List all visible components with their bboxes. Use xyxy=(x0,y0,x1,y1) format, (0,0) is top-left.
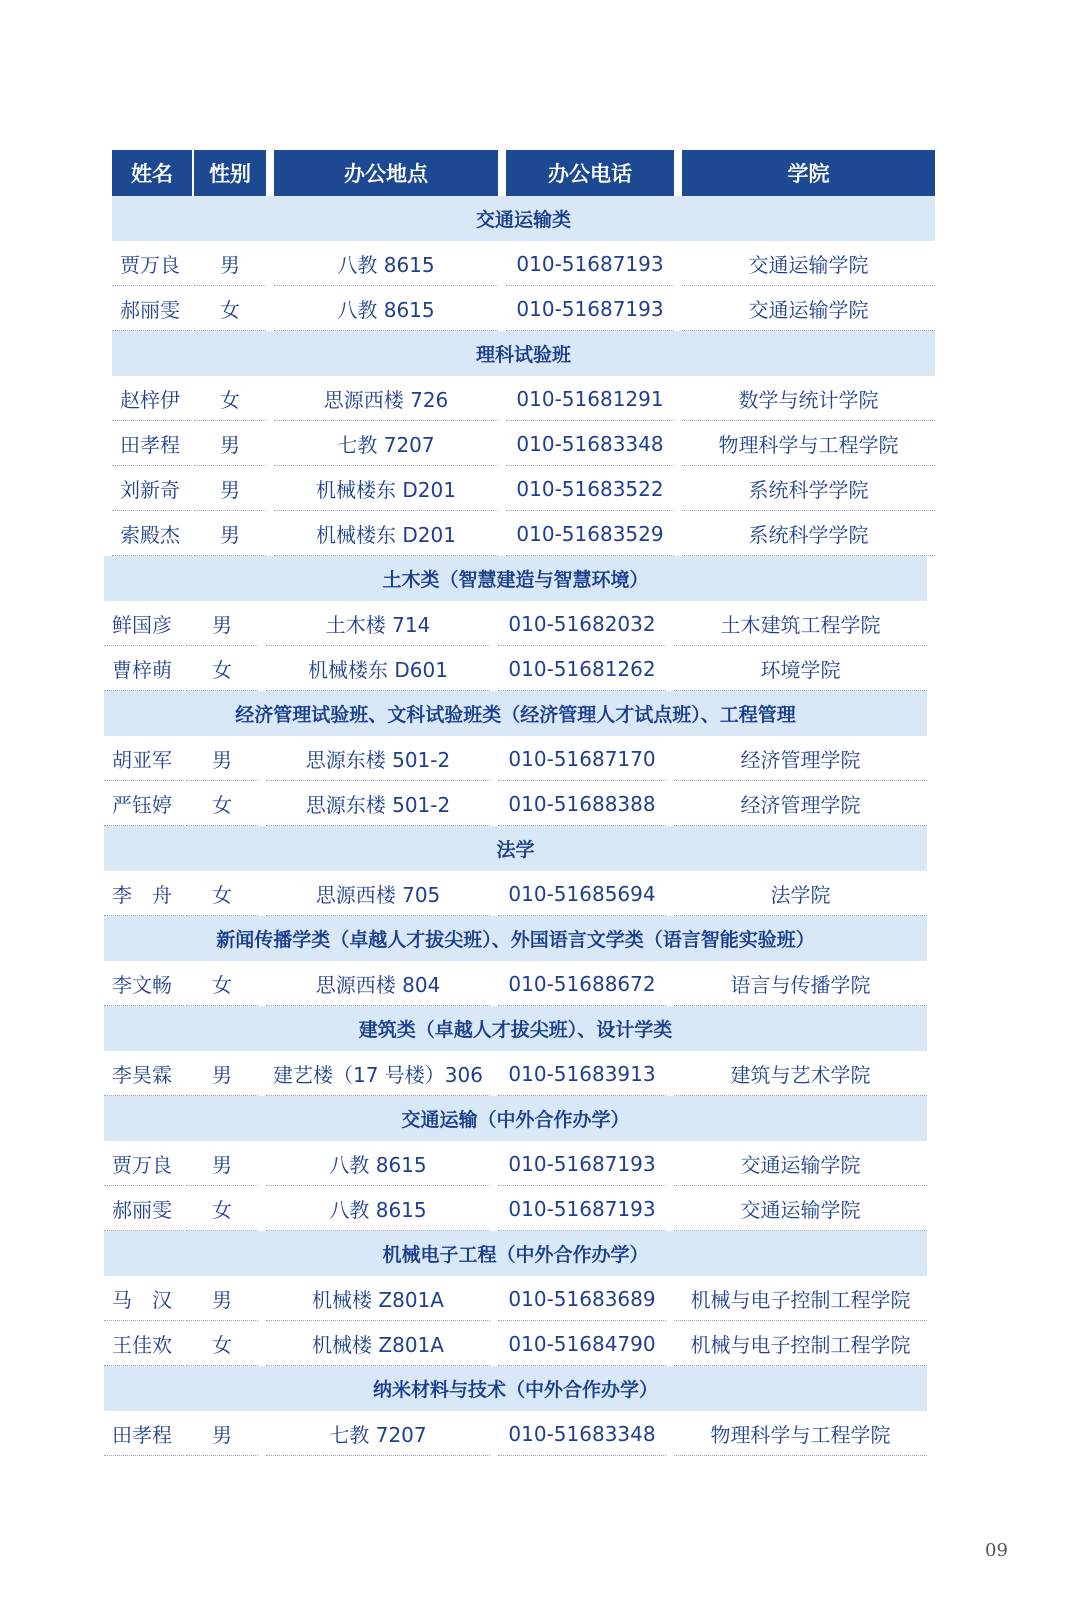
section-title: 理科试验班 xyxy=(112,331,935,376)
phone-cell: 010-51683348 xyxy=(516,431,664,456)
column-header: 性别 xyxy=(194,150,266,196)
name-cell: 索殿杰 xyxy=(120,523,180,547)
gender-cell: 男 xyxy=(220,433,240,457)
phone-cell: 010-51687193 xyxy=(508,1151,656,1176)
section-title: 机械电子工程（中外合作办学） xyxy=(104,1231,927,1276)
column-header: 办公电话 xyxy=(506,150,674,196)
office-cell: 八教 8615 xyxy=(329,1153,427,1177)
office-cell: 思源东楼 501-2 xyxy=(305,793,451,817)
gender-cell: 女 xyxy=(212,658,232,682)
column-header: 学院 xyxy=(682,150,935,196)
table-header xyxy=(0,150,1080,195)
gender-cell: 女 xyxy=(220,298,240,322)
table-row xyxy=(0,1321,1080,1366)
gender-cell: 女 xyxy=(212,793,232,817)
school-cell: 物理科学与工程学院 xyxy=(710,1423,891,1447)
name-cell: 马 汉 xyxy=(112,1288,172,1312)
table-row xyxy=(0,871,1080,916)
table-row xyxy=(0,1051,1080,1096)
office-cell: 八教 8615 xyxy=(337,253,435,277)
school-cell: 交通运输学院 xyxy=(748,253,869,277)
gender-cell: 女 xyxy=(212,883,232,907)
name-cell: 王佳欢 xyxy=(112,1333,172,1357)
office-cell: 思源东楼 501-2 xyxy=(305,748,451,772)
school-cell: 环境学院 xyxy=(760,658,841,682)
name-cell: 郝丽雯 xyxy=(112,1198,172,1222)
school-cell: 交通运输学院 xyxy=(748,298,869,322)
office-cell: 机械楼 Z801A xyxy=(312,1333,444,1357)
office-cell: 土木楼 714 xyxy=(325,613,431,637)
school-cell: 交通运输学院 xyxy=(740,1153,861,1177)
gender-cell: 男 xyxy=(212,1423,232,1447)
section-title: 建筑类（卓越人才拔尖班）、设计学类 xyxy=(104,1006,927,1051)
office-cell: 思源西楼 804 xyxy=(315,973,441,997)
school-cell: 经济管理学院 xyxy=(740,793,861,817)
name-cell: 田孝程 xyxy=(112,1423,172,1447)
section-title: 交通运输类 xyxy=(112,196,935,241)
gender-cell: 男 xyxy=(212,748,232,772)
section-title: 法学 xyxy=(104,826,927,871)
name-cell: 胡亚军 xyxy=(112,748,172,772)
table-row xyxy=(0,241,1080,286)
gender-cell: 男 xyxy=(220,523,240,547)
office-cell: 机械楼东 D201 xyxy=(316,523,456,547)
phone-cell: 010-51682032 xyxy=(508,611,656,636)
name-cell: 刘新奇 xyxy=(120,478,180,502)
school-cell: 数学与统计学院 xyxy=(738,388,879,412)
gender-cell: 男 xyxy=(220,478,240,502)
phone-cell: 010-51683529 xyxy=(516,521,664,546)
row-divider xyxy=(498,1455,666,1456)
phone-cell: 010-51688672 xyxy=(508,971,656,996)
phone-cell: 010-51688388 xyxy=(508,791,656,816)
phone-cell: 010-51687170 xyxy=(508,746,656,771)
office-cell: 机械楼东 D601 xyxy=(308,658,448,682)
section-title: 交通运输（中外合作办学） xyxy=(104,1096,927,1141)
school-cell: 系统科学学院 xyxy=(748,478,869,502)
office-cell: 七教 7207 xyxy=(337,433,435,457)
name-cell: 曹梓萌 xyxy=(112,658,172,682)
gender-cell: 女 xyxy=(212,1198,232,1222)
table-row xyxy=(0,466,1080,511)
school-cell: 建筑与艺术学院 xyxy=(730,1063,871,1087)
phone-cell: 010-51687193 xyxy=(516,251,664,276)
school-cell: 系统科学学院 xyxy=(748,523,869,547)
table-row xyxy=(0,286,1080,331)
table-row xyxy=(0,961,1080,1006)
school-cell: 法学院 xyxy=(770,883,831,907)
school-cell: 语言与传播学院 xyxy=(730,973,871,997)
school-cell: 土木建筑工程学院 xyxy=(720,613,881,637)
school-cell: 机械与电子控制工程学院 xyxy=(690,1288,911,1312)
office-cell: 八教 8615 xyxy=(337,298,435,322)
section-title: 纳米材料与技术（中外合作办学） xyxy=(104,1366,927,1411)
office-cell: 思源西楼 726 xyxy=(323,388,449,412)
gender-cell: 女 xyxy=(220,388,240,412)
phone-cell: 010-51687193 xyxy=(516,296,664,321)
row-divider xyxy=(674,1455,927,1456)
phone-cell: 010-51681262 xyxy=(508,656,656,681)
table-row xyxy=(0,511,1080,556)
phone-cell: 010-51683689 xyxy=(508,1286,656,1311)
name-cell: 李文畅 xyxy=(112,973,172,997)
school-cell: 机械与电子控制工程学院 xyxy=(690,1333,911,1357)
column-header: 姓名 xyxy=(112,150,192,196)
name-cell: 鲜国彦 xyxy=(112,613,172,637)
name-cell: 赵梓伊 xyxy=(120,388,180,412)
phone-cell: 010-51683348 xyxy=(508,1421,656,1446)
gender-cell: 男 xyxy=(212,1063,232,1087)
page-number: 09 xyxy=(985,1540,1008,1561)
phone-cell: 010-51684790 xyxy=(508,1331,656,1356)
table-row xyxy=(0,421,1080,466)
gender-cell: 男 xyxy=(220,253,240,277)
gender-cell: 女 xyxy=(212,973,232,997)
table-row xyxy=(0,1276,1080,1321)
phone-cell: 010-51683522 xyxy=(516,476,664,501)
table-row xyxy=(0,376,1080,421)
row-divider xyxy=(186,1455,258,1456)
table-row xyxy=(0,1186,1080,1231)
name-cell: 严钰婷 xyxy=(112,793,172,817)
table-row xyxy=(0,1141,1080,1186)
gender-cell: 男 xyxy=(212,1288,232,1312)
phone-cell: 010-51683913 xyxy=(508,1061,656,1086)
office-cell: 思源西楼 705 xyxy=(315,883,441,907)
school-cell: 交通运输学院 xyxy=(740,1198,861,1222)
table-row xyxy=(0,1411,1080,1456)
office-cell: 机械楼 Z801A xyxy=(312,1288,444,1312)
school-cell: 物理科学与工程学院 xyxy=(718,433,899,457)
table-row xyxy=(0,646,1080,691)
gender-cell: 女 xyxy=(212,1333,232,1357)
office-cell: 机械楼东 D201 xyxy=(316,478,456,502)
section-title: 经济管理试验班、文科试验班类（经济管理人才试点班）、工程管理 xyxy=(104,691,927,736)
office-cell: 七教 7207 xyxy=(329,1423,427,1447)
section-title: 土木类（智慧建造与智慧环境） xyxy=(104,556,927,601)
row-divider xyxy=(104,1455,184,1456)
gender-cell: 男 xyxy=(212,613,232,637)
name-cell: 李昊霖 xyxy=(112,1063,172,1087)
phone-cell: 010-51687193 xyxy=(508,1196,656,1221)
table-row xyxy=(0,601,1080,646)
office-cell: 八教 8615 xyxy=(329,1198,427,1222)
name-cell: 贾万良 xyxy=(120,253,180,277)
table-row xyxy=(0,736,1080,781)
office-cell: 建艺楼（17 号楼）306 xyxy=(273,1063,483,1087)
name-cell: 田孝程 xyxy=(120,433,180,457)
school-cell: 经济管理学院 xyxy=(740,748,861,772)
name-cell: 李 舟 xyxy=(112,883,172,907)
name-cell: 郝丽雯 xyxy=(120,298,180,322)
table-row xyxy=(0,781,1080,826)
row-divider xyxy=(266,1455,490,1456)
gender-cell: 男 xyxy=(212,1153,232,1177)
section-title: 新闻传播学类（卓越人才拔尖班）、外国语言文学类（语言智能实验班） xyxy=(104,916,927,961)
name-cell: 贾万良 xyxy=(112,1153,172,1177)
phone-cell: 010-51681291 xyxy=(516,386,664,411)
column-header: 办公地点 xyxy=(274,150,498,196)
phone-cell: 010-51685694 xyxy=(508,881,656,906)
